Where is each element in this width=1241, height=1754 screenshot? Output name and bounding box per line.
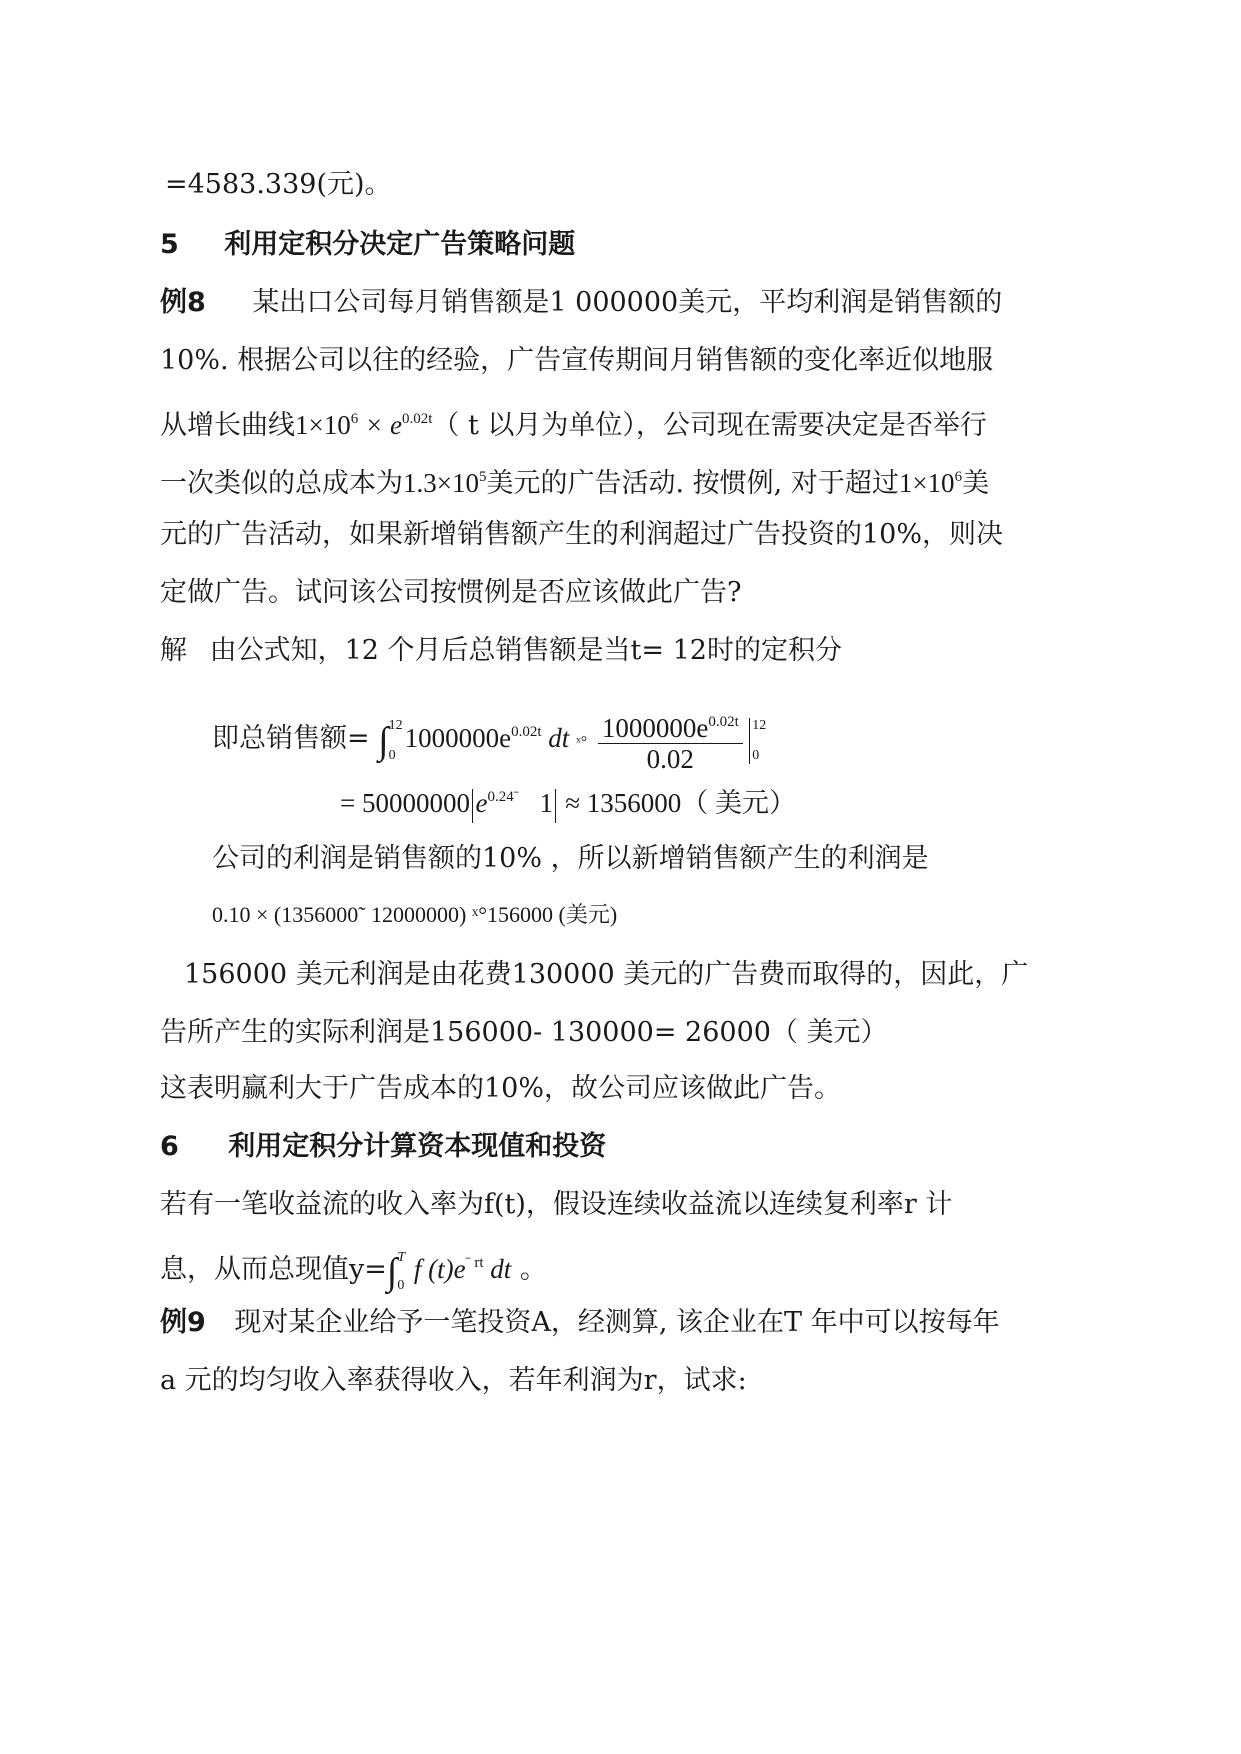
equation-2-right: ≈ 1356000（ 美元） bbox=[565, 788, 797, 818]
section-6-number: 6 bbox=[160, 1131, 179, 1162]
threshold-value: 1×10 bbox=[898, 468, 955, 498]
pv-upper-limit: T bbox=[397, 1249, 406, 1265]
present-value-formula bbox=[386, 1249, 512, 1293]
capital-value-text: 息，从而总现值y= bbox=[160, 1254, 387, 1285]
pv-exponent: ˉ rt bbox=[465, 1255, 484, 1271]
paragraph-c: 这表明赢利大于广告成本的10%，故公司应该做此广告。 bbox=[160, 1073, 842, 1104]
equation-1-label: 即总销售额= bbox=[212, 723, 370, 754]
example-8-line-1 bbox=[160, 286, 1002, 320]
equation-2-left: = 50000000 bbox=[340, 788, 470, 818]
growth-base: 1×10 bbox=[295, 410, 351, 440]
pv-integrand: f (t)e bbox=[407, 1254, 466, 1284]
capital-value-line-1: 若有一笔收益流的收入率为f(t)，假设连续收益流以连续复利率r 计 bbox=[160, 1189, 953, 1220]
example-9-line-1 bbox=[160, 1306, 1000, 1340]
pv-dt: dt bbox=[483, 1254, 512, 1284]
fraction-denominator: 0.02 bbox=[646, 744, 694, 775]
equation-1-formula bbox=[378, 713, 767, 775]
profit-statement: 公司的利润是销售额的10% ，所以新增销售额产生的利润是 bbox=[212, 843, 929, 874]
example-9-line-2: a 元的均匀收入率获得收入，若年利润为r，试求: bbox=[160, 1365, 747, 1396]
equation-2-exponent: 0.24ˉ bbox=[487, 789, 519, 805]
section-5-number: 5 bbox=[160, 229, 179, 260]
pv-lower-limit: 0 bbox=[397, 1277, 405, 1293]
capital-value-end: 。 bbox=[511, 1254, 547, 1285]
equation-2-e: e bbox=[475, 788, 488, 818]
evaluation-upper: 12 bbox=[752, 717, 767, 733]
antiderivative-fraction bbox=[598, 709, 743, 775]
evaluation-lower: 0 bbox=[752, 747, 760, 763]
integral-upper-limit: 12 bbox=[388, 717, 403, 733]
solution-label: 解 bbox=[160, 635, 187, 666]
example-8-line-4 bbox=[160, 460, 989, 501]
section-6-heading bbox=[160, 1130, 606, 1164]
growth-e: × e bbox=[358, 410, 402, 440]
example-8-text-1: 某出口公司每月销售额是1 000000美元，平均利润是销售额的 bbox=[252, 287, 1003, 318]
example-8-line-3 bbox=[160, 402, 987, 443]
example-8-text-3b: （ t 以月为单位），公司现在需要决定是否举行 bbox=[432, 410, 987, 441]
paragraph-a: 156000 美元利润是由花费130000 美元的广告费而取得的，因此，广 bbox=[184, 959, 1029, 990]
example-8-label: 例8 bbox=[160, 287, 206, 318]
growth-exponent: 0.02t bbox=[401, 411, 433, 427]
campaign-cost-exponent: 5 bbox=[478, 469, 487, 485]
example-8-line-5: 元的广告活动，如果新增销售额产生的利润超过广告投资的10%，则决 bbox=[160, 519, 1004, 550]
threshold-exponent: 6 bbox=[954, 469, 963, 485]
fraction-numerator bbox=[598, 709, 743, 744]
section-6-title: 利用定积分计算资本现值和投资 bbox=[228, 1131, 607, 1162]
example-8-line-2: 10%. 根据公司以往的经验，广告宣传期间月销售额的变化率近似地服 bbox=[160, 345, 994, 376]
numerator-base: 1000000e bbox=[601, 713, 709, 744]
example-8-text-4b: 美元的广告活动. 按惯例, 对于超过 bbox=[486, 468, 899, 499]
profit-equation: 0.10 × (1356000˜ 12000000) ˣ°156000 (美元) bbox=[212, 902, 618, 927]
numerator-exponent: 0.02t bbox=[708, 714, 739, 731]
example-9-label: 例9 bbox=[160, 1307, 206, 1338]
abs-bar-left bbox=[472, 789, 474, 823]
integral-sign: ∫ bbox=[378, 720, 389, 762]
equation-1-equals: ˣ° bbox=[576, 734, 588, 751]
equation-total-sales bbox=[212, 702, 767, 775]
capital-value-line-2 bbox=[160, 1246, 547, 1293]
section-5-title: 利用定积分决定广告策略问题 bbox=[224, 229, 576, 260]
campaign-cost: 1.3×10 bbox=[403, 468, 479, 498]
integral-dt: dt bbox=[548, 723, 570, 753]
pv-integral-sign: ∫ bbox=[386, 1251, 398, 1293]
abs-bar-right bbox=[555, 789, 557, 823]
example-9-text-1: 现对某企业给予一笔投资A，经测算, 该企业在T 年中可以按每年 bbox=[234, 1307, 1000, 1338]
growth-base-exponent: 6 bbox=[350, 411, 359, 427]
section-5-heading bbox=[160, 228, 575, 262]
growth-curve-formula bbox=[295, 410, 432, 440]
example-8-text-3a: 从增长曲线 bbox=[160, 410, 295, 441]
example-8-text-4c: 美 bbox=[962, 468, 990, 499]
equation-2-one: 1 bbox=[539, 788, 553, 818]
equation-total-sales-result bbox=[340, 780, 796, 823]
solution-text: 由公式知，12 个月后总销售额是当t= 12时的定积分 bbox=[209, 635, 842, 666]
evaluation-bar bbox=[749, 718, 751, 764]
integrand-exponent: 0.02t bbox=[511, 724, 542, 740]
previous-result: =4583.339(元)。 bbox=[165, 169, 392, 200]
integral-lower-limit: 0 bbox=[388, 747, 396, 763]
example-8-text-4a: 一次类似的总成本为 bbox=[160, 468, 403, 499]
integrand: 1000000e bbox=[404, 723, 512, 753]
paragraph-b: 告所产生的实际利润是156000- 130000= 26000（ 美元） bbox=[160, 1017, 888, 1048]
solution-line bbox=[160, 634, 842, 668]
example-8-line-6: 定做广告。试问该公司按惯例是否应该做此广告? bbox=[160, 577, 742, 608]
